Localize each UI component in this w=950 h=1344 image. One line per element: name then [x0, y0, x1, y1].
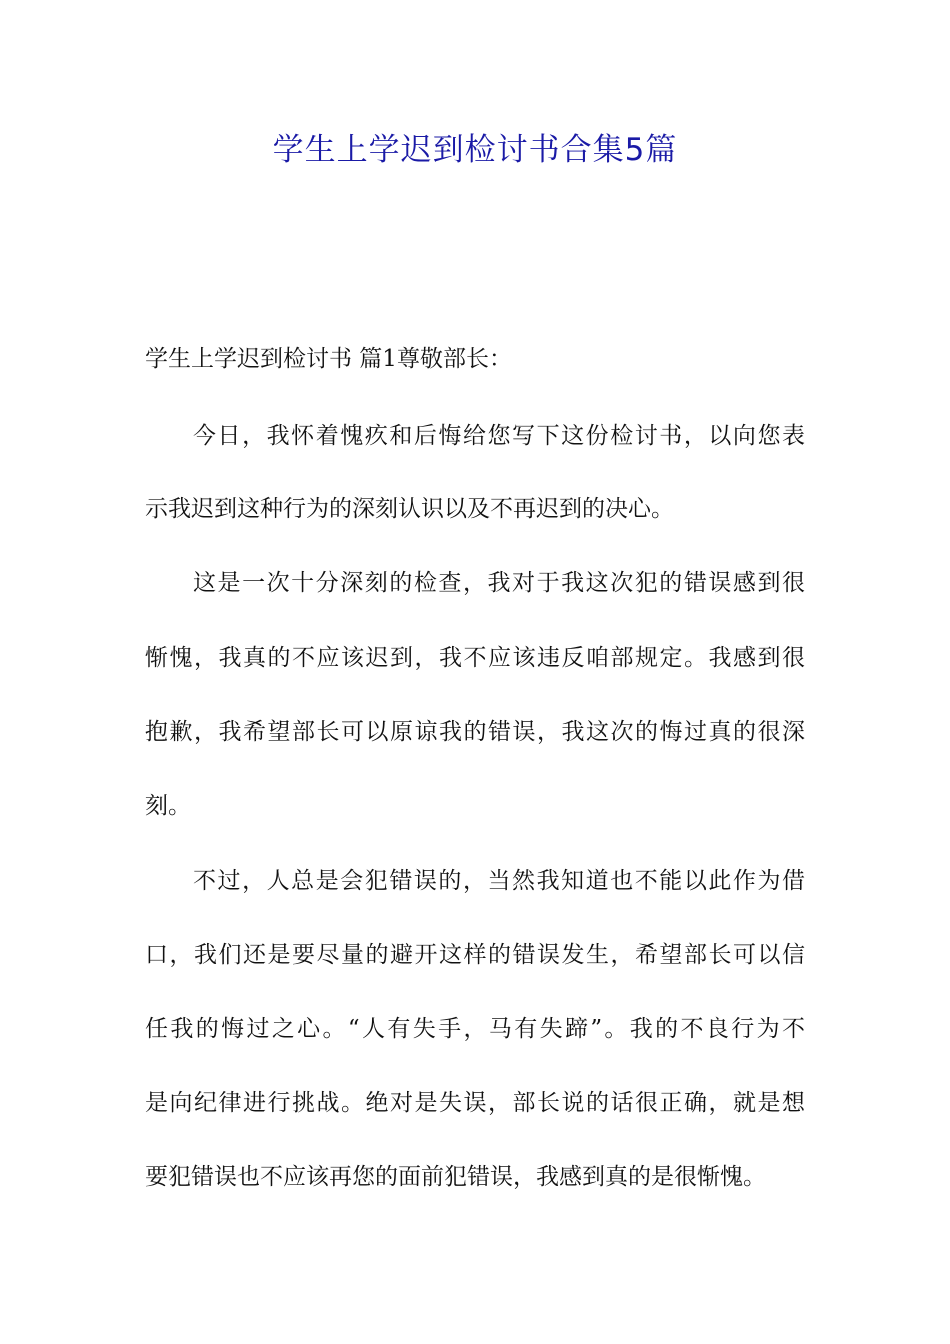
paragraph-line: 抱歉，我希望部长可以原谅我的错误，我这次的悔过真的很深 — [145, 719, 805, 745]
document-title: 学生上学迟到检讨书合集5篇 — [272, 132, 678, 168]
paragraph-line: 是向纪律进行挑战。绝对是失误，部长说的话很正确，就是想 — [145, 1090, 805, 1116]
paragraph-line: 今日，我怀着愧疚和后悔给您写下这份检讨书，以向您表 — [193, 423, 805, 449]
paragraph-line: 不过，人总是会犯错误的，当然我知道也不能以此作为借 — [193, 868, 805, 894]
paragraph-line: 任我的悔过之心。“人有失手，马有失蹄”。我的不良行为不 — [145, 1016, 805, 1042]
paragraph-line: 要犯错误也不应该再您的面前犯错误，我感到真的是很惭愧。 — [145, 1164, 766, 1190]
paragraph-line: 口，我们还是要尽量的避开这样的错误发生，希望部长可以信 — [145, 942, 805, 968]
paragraph-line: 惭愧，我真的不应该迟到，我不应该违反咱部规定。我感到很 — [145, 645, 805, 671]
paragraph-line: 刻。 — [145, 793, 191, 819]
paragraph-line: 示我迟到这种行为的深刻认识以及不再迟到的决心。 — [145, 496, 674, 522]
section-heading: 学生上学迟到检讨书 篇1尊敬部长： — [145, 346, 512, 372]
paragraph-line: 这是一次十分深刻的检查，我对于我这次犯的错误感到很 — [193, 570, 805, 596]
